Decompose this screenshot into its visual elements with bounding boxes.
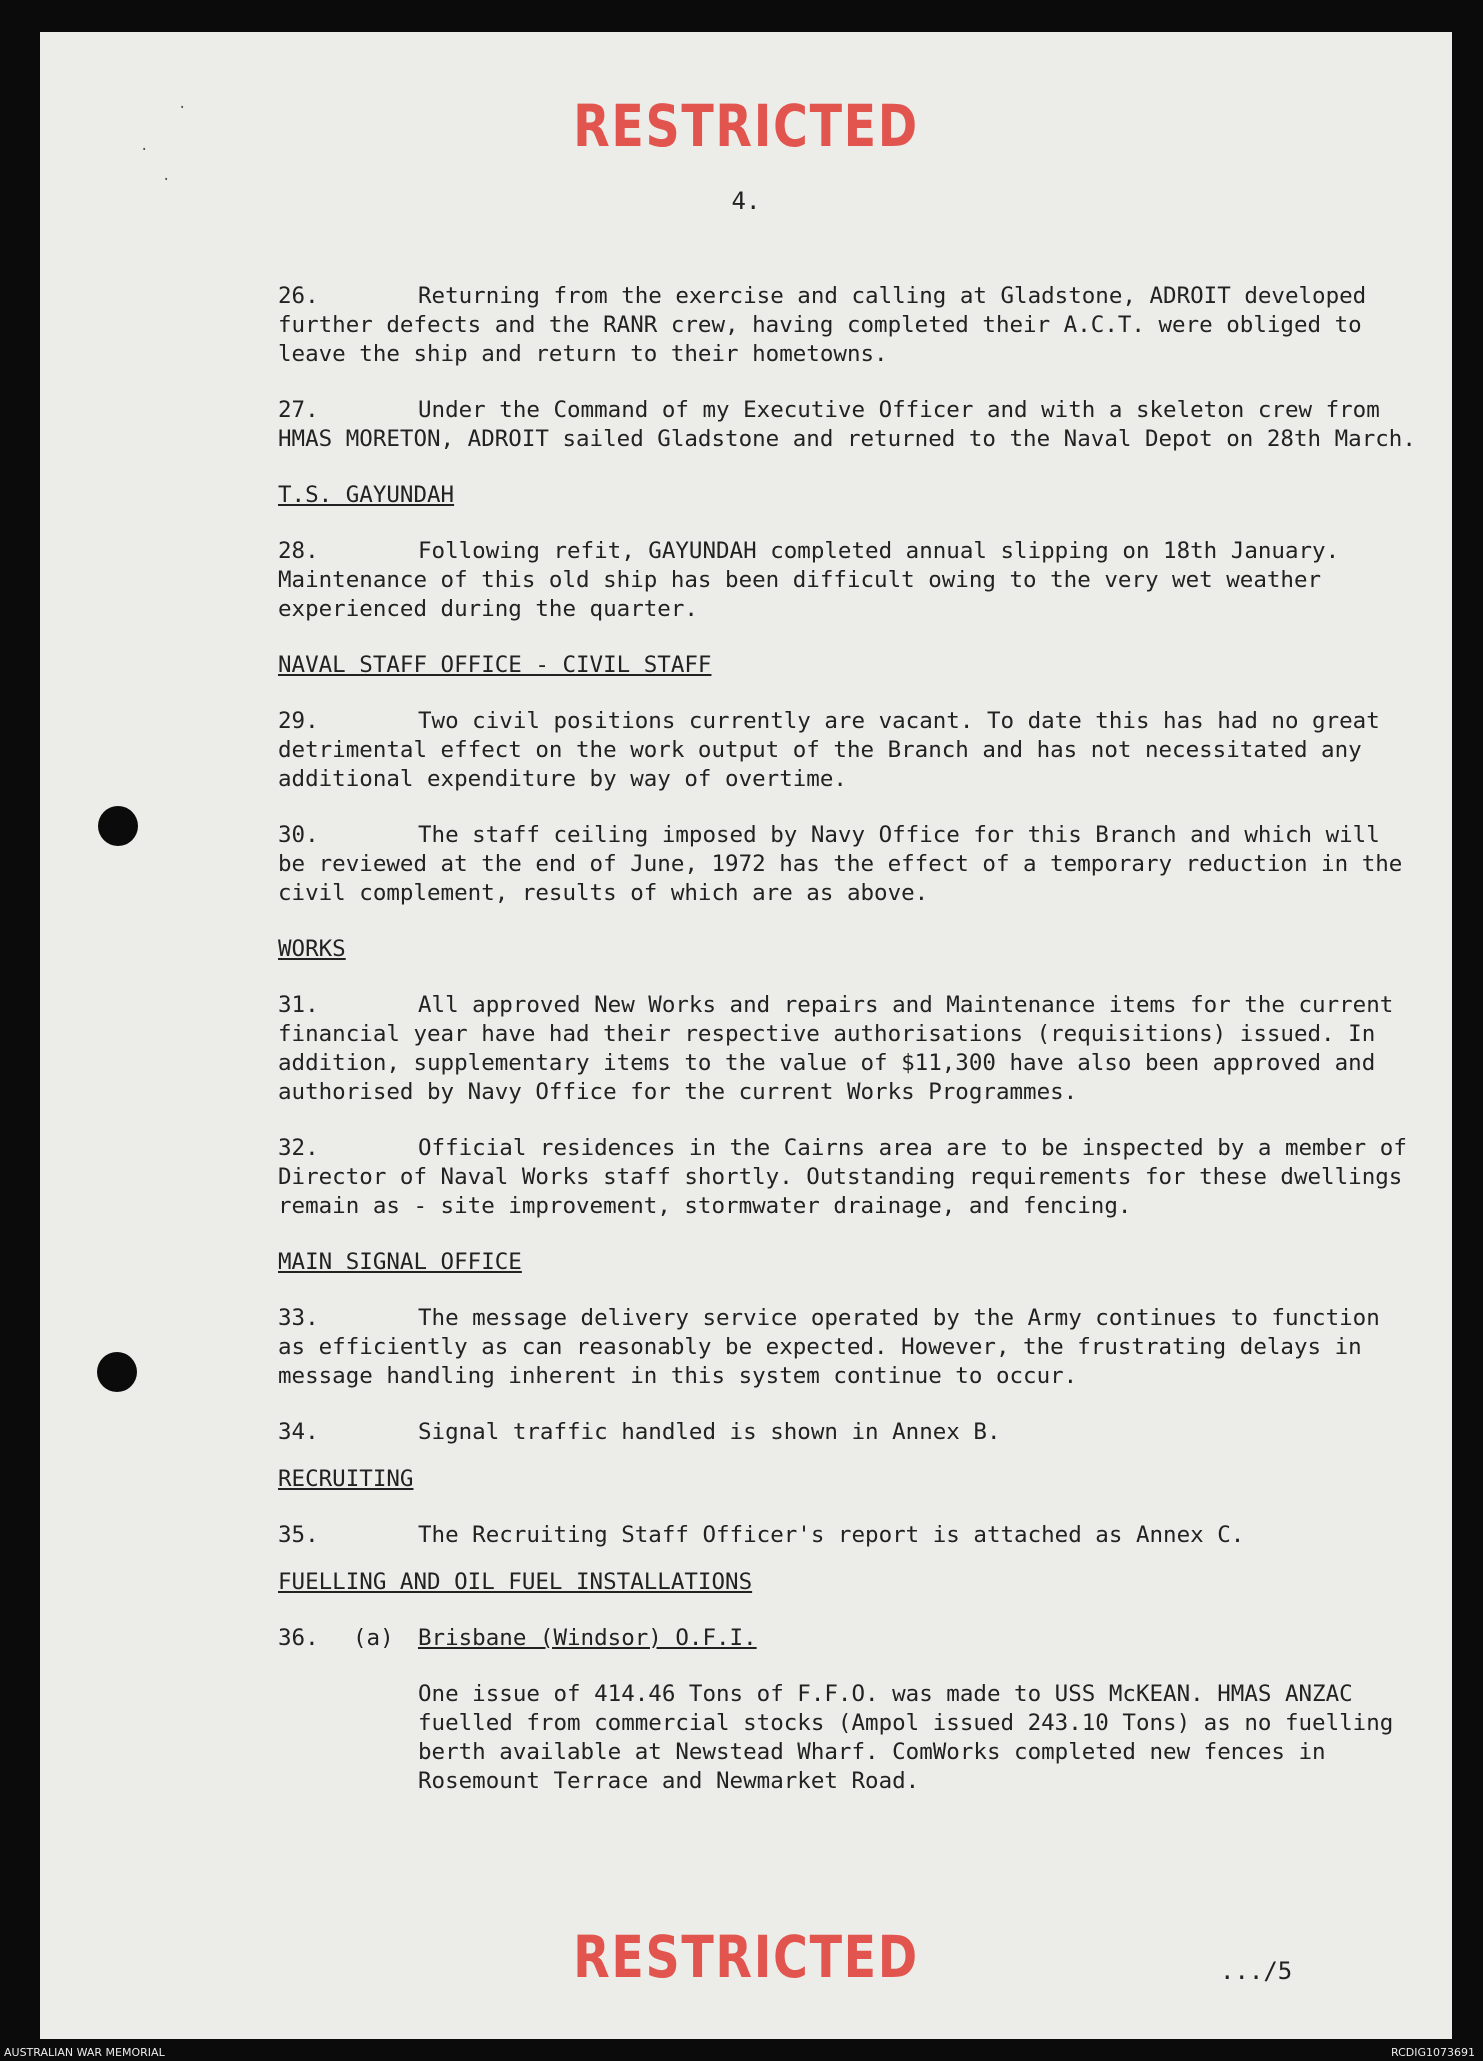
paragraph-34: [278, 1418, 1418, 1447]
paragraph-number: 27.: [278, 397, 319, 423]
paragraph-26: [278, 282, 1418, 369]
punch-hole-upper: [98, 806, 138, 846]
paragraph-text: Returning from the exercise and calling at Gladstone, ADROIT developed further defects and the RANR crew, having completed their A.C.T. were obliged to leave the ship and return to their hometowns.: [278, 283, 1367, 367]
paragraph-text: Following refit, GAYUNDAH completed annual slipping on 18th January. Maintenance of this old ship has been difficult owing to the very wet weather experienced during the quarter.: [278, 538, 1340, 622]
paragraph-30: [278, 821, 1418, 908]
restricted-stamp-top: RESTRICTED: [573, 92, 919, 160]
scratch-mark-2: ·: [140, 142, 149, 158]
heading-gayundah: T.S. GAYUNDAH: [278, 482, 455, 508]
scratch-mark-1: ·: [178, 100, 187, 116]
paragraph-33: [278, 1304, 1418, 1391]
paragraph-text: Two civil positions currently are vacant. To date this has had no great detrimental effect on the work output of the Branch and has not necessitated any additional expenditure by way of overtime.: [278, 708, 1380, 792]
heading-fuelling: FUELLING AND OIL FUEL INSTALLATIONS: [278, 1569, 753, 1595]
scratch-mark-3: ·: [162, 172, 171, 188]
paragraph-text: Signal traffic handled is shown in Annex B.: [418, 1419, 1001, 1445]
paragraph-number: 30.: [278, 822, 319, 848]
archive-id: RCDIG1073691: [1390, 2046, 1475, 2059]
subparagraph-label: (a): [353, 1625, 394, 1651]
archive-credit: AUSTRALIAN WAR MEMORIAL: [4, 2046, 165, 2059]
paragraph-number: 26.: [278, 283, 319, 309]
paragraph-text: The message delivery service operated by the Army continues to function as efficiently as can reasonably be expected. However, the frustrating delays in message handling inherent in this system continue to occur.: [278, 1305, 1380, 1389]
heading-signal-office: MAIN SIGNAL OFFICE: [278, 1249, 522, 1275]
paragraph-number: 34.: [278, 1419, 319, 1445]
punch-hole-lower: [97, 1352, 137, 1392]
document-body: [278, 282, 1418, 1823]
paragraph-number: 29.: [278, 708, 319, 734]
paragraph-number: 31.: [278, 992, 319, 1018]
paragraph-text: Official residences in the Cairns area are to be inspected by a member of Director of Naval Works staff shortly. Outstanding requirements for these dwellings remain as - site improvement, stormwater drainage, and fencing.: [278, 1135, 1407, 1219]
restricted-stamp-bottom: RESTRICTED: [573, 1923, 919, 1991]
paragraph-31: [278, 991, 1418, 1107]
paragraph-29: [278, 707, 1418, 794]
paragraph-number: 33.: [278, 1305, 319, 1331]
paragraph-36-subheading: [278, 1624, 1418, 1653]
paragraph-35: [278, 1521, 1418, 1550]
paragraph-28: [278, 537, 1418, 624]
heading-recruiting: RECRUITING: [278, 1466, 414, 1492]
paragraph-number: 32.: [278, 1135, 319, 1161]
paragraph-text: Under the Command of my Executive Officer and with a skeleton crew from HMAS MORETON, ADROIT sailed Gladstone and returned to the Naval Depot on 28th March.: [278, 397, 1416, 452]
paragraph-text: The Recruiting Staff Officer's report is attached as Annex C.: [418, 1522, 1245, 1548]
paragraph-number: 35.: [278, 1522, 319, 1548]
paragraph-text: The staff ceiling imposed by Navy Office for this Branch and which will be reviewed at the end of June, 1972 has the effect of a temporary reduction in the civil complement, results of which are as above.: [278, 822, 1403, 906]
paragraph-36-text: One issue of 414.46 Tons of F.F.O. was made to USS McKEAN. HMAS ANZAC fuelled from commercial stocks (Ampol issued 243.10 Tons) as no fuelling berth available at Newstead Wharf. ComWorks completed new fences in Rosemount Terrace and Newmarket Road.: [418, 1681, 1394, 1794]
document-page: [40, 32, 1452, 2039]
paragraph-27: [278, 396, 1418, 454]
paragraph-32: [278, 1134, 1418, 1221]
heading-civil-staff: NAVAL STAFF OFFICE - CIVIL STAFF: [278, 652, 712, 678]
heading-works: WORKS: [278, 936, 346, 962]
paragraph-text: All approved New Works and repairs and Maintenance items for the current financial year have had their respective authorisations (requisitions) issued. In addition, supplementary items to the value of $11,300 have also been approved and authorised by Navy Office for the current Works Programmes.: [278, 992, 1394, 1105]
subparagraph-title: Brisbane (Windsor) O.F.I.: [418, 1625, 757, 1651]
paragraph-number: 36.: [278, 1625, 319, 1651]
paragraph-number: 28.: [278, 538, 319, 564]
continuation-reference: .../5: [1220, 1957, 1293, 1985]
page-number: 4.: [731, 187, 761, 215]
